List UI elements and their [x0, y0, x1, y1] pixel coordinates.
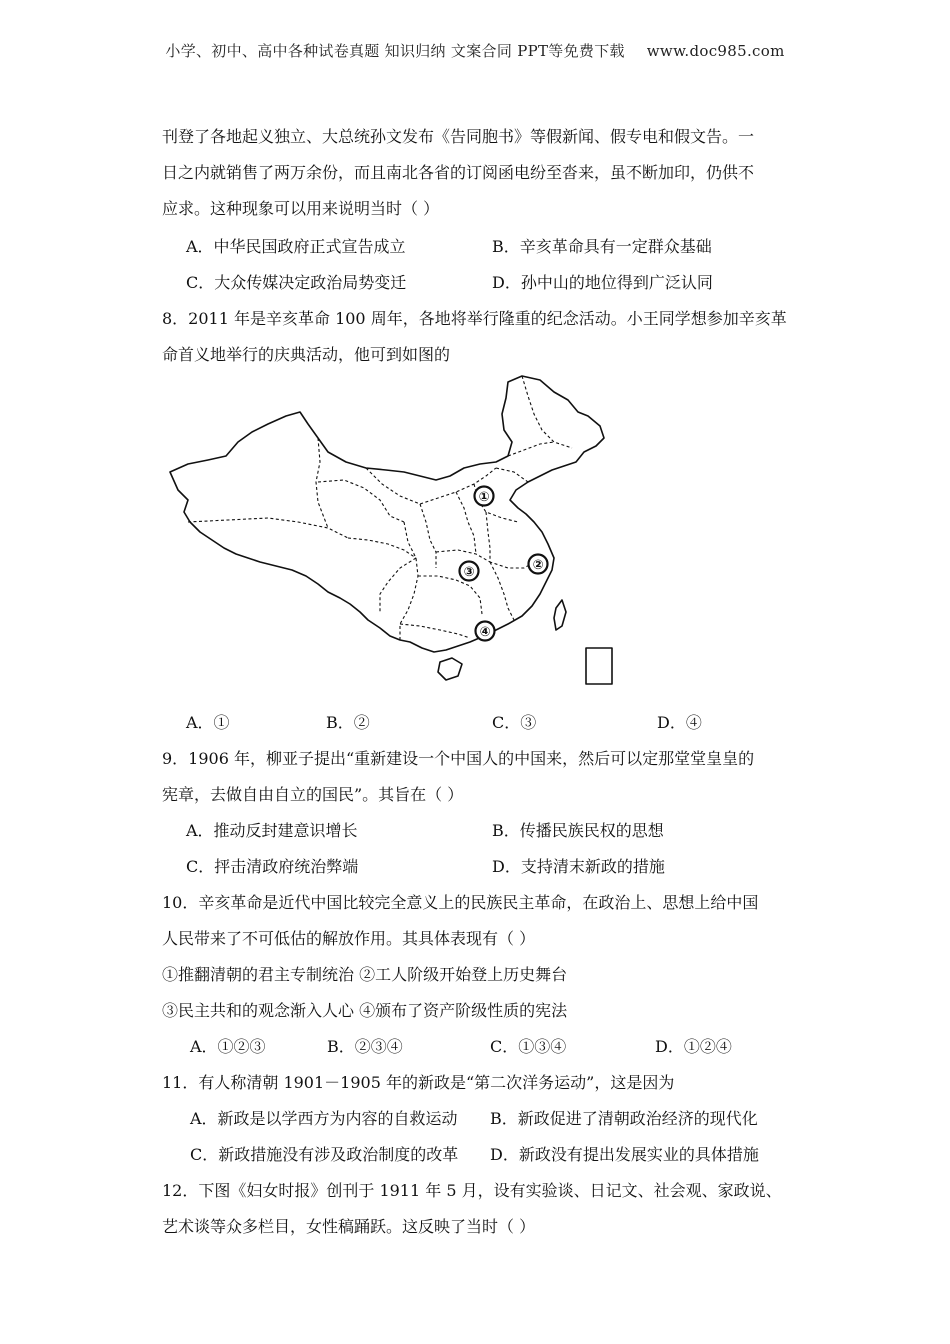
q7-option-a: A．中华民国政府正式宣告成立	[186, 237, 406, 256]
marker-1-label: ①	[478, 490, 490, 505]
q11-option-c: C．新政措施没有涉及政治制度的改革	[190, 1145, 459, 1164]
q11-option-a: A．新政是以学西方为内容的自救运动	[190, 1109, 458, 1128]
marker-1	[475, 487, 494, 506]
marker-4-label: ④	[479, 625, 491, 640]
q8-option-a: A．①	[186, 713, 230, 732]
q9-line-1: 9．1906 年，柳亚子提出“重新建设一个中国人的中国来，然后可以定那堂堂皇皇的	[162, 749, 755, 768]
marker-2-label: ②	[532, 558, 544, 573]
china-map	[168, 372, 618, 690]
q10-line-3: ①推翻清朝的君主专制统治 ②工人阶级开始登上历史舞台	[162, 965, 568, 984]
marker-3	[460, 562, 479, 581]
q9-option-a: A．推动反封建意识增长	[186, 821, 358, 840]
q7-option-c: C．大众传媒决定政治局势变迁	[186, 273, 407, 292]
q8-option-d: D．④	[657, 713, 702, 732]
q8-option-c: C．③	[492, 713, 537, 732]
map-taiwan	[554, 600, 566, 630]
q7-line-3: 应求。这种现象可以用来说明当时（ ）	[162, 199, 440, 218]
q11-option-d: D．新政没有提出发展实业的具体措施	[490, 1145, 759, 1164]
q7-option-d: D．孙中山的地位得到广泛认同	[492, 273, 713, 292]
q11-option-b: B．新政促进了清朝政治经济的现代化	[490, 1109, 758, 1128]
marker-2	[529, 555, 548, 574]
q8-option-b: B．②	[326, 713, 370, 732]
map-outer-border	[170, 376, 604, 652]
q11-line-1: 11．有人称清朝 1901－1905 年的新政是“第二次洋务运动”，这是因为	[162, 1073, 675, 1092]
q9-option-b: B．传播民族民权的思想	[492, 821, 664, 840]
q7-line-1: 刊登了各地起义独立、大总统孙文发布《告同胞书》等假新闻、假专电和假文告。一	[162, 127, 755, 146]
q10-option-a: A．①②③	[190, 1037, 266, 1056]
q12-line-2: 艺术谈等众多栏目，女性稿踊跃。这反映了当时（ ）	[162, 1217, 536, 1236]
header-site: www.doc985.com	[646, 42, 785, 60]
q12-line-1: 12．下图《妇女时报》创刊于 1911 年 5 月，设有实验谈、日记文、社会观、家政说、	[162, 1181, 782, 1200]
q8-line-2: 命首义地举行的庆典活动，他可到如图的	[162, 345, 451, 364]
q7-line-2: 日之内就销售了两万余份，而且南北各省的订阅函电纷至沓来，虽不断加印，仍供不	[162, 163, 755, 182]
map-hainan	[438, 658, 462, 680]
q9-line-2: 宪章，去做自由自立的国民”。其旨在（ ）	[162, 785, 464, 804]
q10-line-1: 10．辛亥革命是近代中国比较完全意义上的民族民主革命，在政治上、思想上给中国	[162, 893, 759, 912]
marker-3-label: ③	[463, 565, 475, 580]
q7-option-b: B．辛亥革命具有一定群众基础	[492, 237, 712, 256]
q10-option-b: B．②③④	[327, 1037, 403, 1056]
marker-4	[476, 622, 495, 641]
q10-option-c: C．①③④	[490, 1037, 567, 1056]
q8-line-1: 8．2011 年是辛亥革命 100 周年，各地将举行隆重的纪念活动。小王同学想参加辛亥革	[162, 309, 787, 328]
q10-line-2: 人民带来了不可低估的解放作用。其具体表现有（ ）	[162, 929, 536, 948]
page-header	[0, 40, 950, 61]
q10-line-4: ③民主共和的观念渐入人心 ④颁布了资产阶级性质的宪法	[162, 1001, 568, 1020]
map-inset-box	[586, 648, 612, 684]
header-text: 小学、初中、高中各种试卷真题 知识归纳 文案合同 PPT等免费下载	[165, 42, 625, 60]
q10-option-d: D．①②④	[655, 1037, 732, 1056]
q9-option-d: D．支持清末新政的措施	[492, 857, 665, 876]
q9-option-c: C．抨击清政府统治弊端	[186, 857, 359, 876]
